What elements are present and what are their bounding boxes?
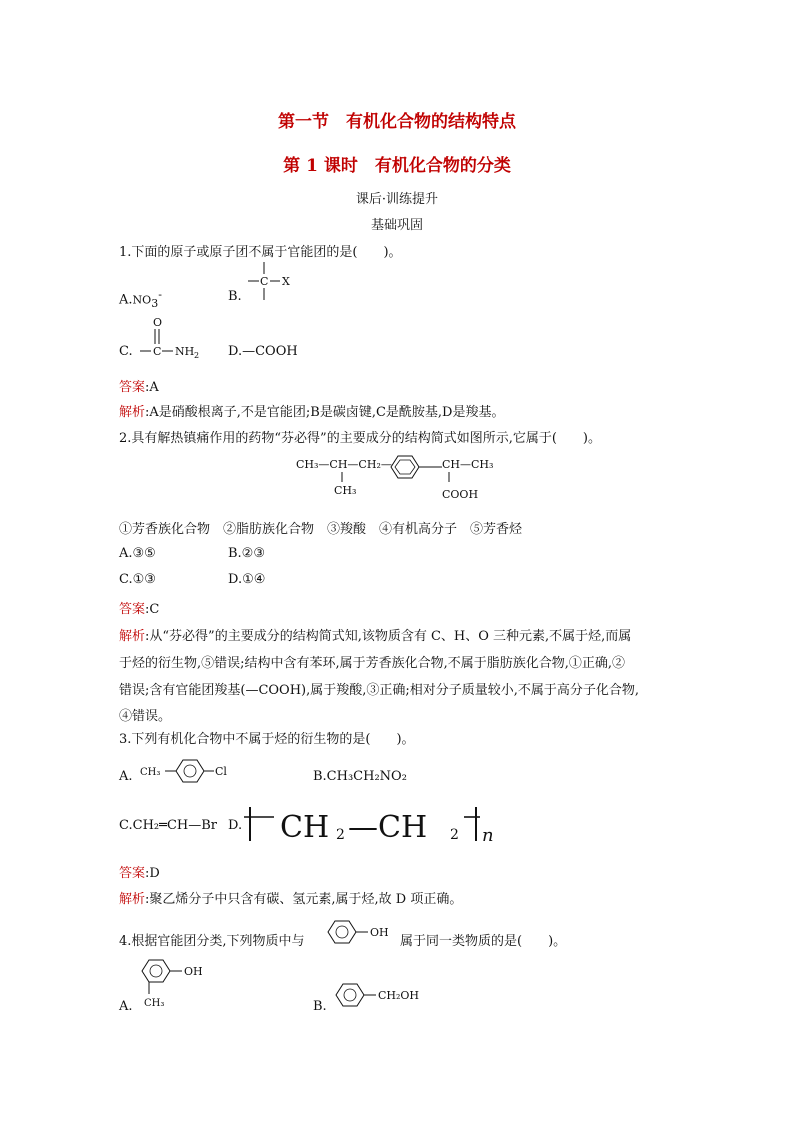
q1-b-halogen: X <box>282 275 290 288</box>
q2-option-a: A.③⑤ <box>119 546 156 561</box>
q3-option-a-structure <box>138 756 238 788</box>
q2-option-b: B.②③ <box>228 546 265 561</box>
q3-option-d-polymer <box>244 803 504 845</box>
q2-explanation-line-4: ④错误。 <box>119 709 172 724</box>
q2-explanation-label: 解析 <box>119 629 146 644</box>
q4-option-b-label: B. <box>313 999 327 1014</box>
q1-answer <box>119 376 159 395</box>
part-title: 基础巩固 <box>370 218 423 233</box>
q1-answer-label: 答案 <box>119 380 146 395</box>
q2-methyl-text: CH₃ <box>334 484 357 497</box>
q3-stem: 3.下列有机化合物中不属于烃的衍生物的是( )。 <box>119 732 415 747</box>
q3-d-ch-2: —CH <box>348 810 428 845</box>
q3-a-methyl: CH₃ <box>140 767 161 778</box>
q2-sidechain-text: CH—CH₃ <box>442 458 494 471</box>
q2-explanation-line-1 <box>119 625 631 644</box>
q1-answer-value: :A <box>145 380 159 395</box>
q1-c-carbon: C <box>153 345 162 358</box>
q2-ibuprofen-structure <box>290 452 510 506</box>
q3-d-ch-1: CH <box>280 810 330 845</box>
q2-explanation-text-1: :从“芬必得”的主要成分的结构简式知,该物质含有 C、H、O 三种元素,不属于烃,而属 <box>145 629 632 644</box>
q4-phenol-structure <box>326 917 396 949</box>
q1-option-a-label: A. <box>119 292 133 308</box>
q1-stem: 1.下面的原子或原子团不属于官能团的是( )。 <box>119 245 402 260</box>
q2-carboxyl-text: COOH <box>442 488 479 501</box>
q4-option-b-structure <box>330 980 430 1012</box>
q3-answer <box>119 862 160 881</box>
q1-option-c-label: C. <box>119 344 133 359</box>
q2-choices: ①芳香族化合物 ②脂肪族化合物 ③羧酸 ④有机高分子 ⑤芳香烃 <box>119 522 523 537</box>
q1-option-a-sub: 3 <box>151 296 159 310</box>
q1-c-oxygen: O <box>153 316 163 329</box>
q1-option-d: D.—COOH <box>228 344 298 359</box>
q2-explanation-line-2: 于烃的衍生物,⑤错误;结构中含有苯环,属于芳香族化合物,不属于脂肪族化合物,①正确,② <box>119 656 626 671</box>
q4-a-oh: OH <box>184 965 203 978</box>
q4-a-methyl: CH₃ <box>144 998 165 1009</box>
q1-option-b-label: B. <box>228 289 242 304</box>
q3-explanation <box>119 888 462 907</box>
q1-option-b-structure <box>244 258 304 304</box>
q3-d-sub-2: 2 <box>450 827 459 843</box>
q3-answer-label: 答案 <box>119 866 146 881</box>
q3-option-a-label: A. <box>119 769 133 784</box>
q3-d-n: n <box>482 825 494 845</box>
q3-d-sub-1: 2 <box>336 827 345 843</box>
q2-answer-value: :C <box>145 602 160 617</box>
q3-explanation-text: :聚乙烯分子中只含有碳、氢元素,属于烃,故 D 项正确。 <box>145 892 463 907</box>
q1-option-a <box>119 288 162 310</box>
q4-b-ch2oh: CH₂OH <box>378 989 420 1002</box>
q1-option-c-structure <box>138 314 208 360</box>
section-title: 第一节 有机化合物的结构特点 <box>278 112 516 132</box>
q2-chain-text: CH₃—CH—CH₂— <box>296 458 392 471</box>
subtitle: 课后·训练提升 <box>355 192 439 207</box>
lesson-title: 第 1 课时 有机化合物的分类 <box>283 156 511 176</box>
q2-answer-label: 答案 <box>119 602 146 617</box>
q2-answer <box>119 598 159 617</box>
q4-option-a-structure <box>136 956 216 1014</box>
q1-explanation-text: :A是硝酸根离子,不是官能团;B是碳卤键,C是酰胺基,D是羧基。 <box>145 405 505 420</box>
q3-answer-value: :D <box>145 866 160 881</box>
q4-phenol-oh: OH <box>370 926 389 939</box>
q3-explanation-label: 解析 <box>119 892 146 907</box>
q2-option-d: D.①④ <box>228 572 266 587</box>
q3-option-c: C.CH₂═CH—Br <box>119 818 217 833</box>
q2-option-c: C.①③ <box>119 572 156 587</box>
q2-stem: 2.具有解热镇痛作用的药物“芬必得”的主要成分的结构简式如图所示,它属于( )。 <box>119 431 601 446</box>
q3-option-b: B.CH₃CH₂NO₂ <box>313 769 407 784</box>
q3-option-d-label: D. <box>228 818 243 833</box>
q1-explanation <box>119 401 504 420</box>
q1-option-a-sup: - <box>158 288 162 301</box>
q4-stem-pre: 4.根据官能团分类,下列物质中与 <box>119 934 305 949</box>
q1-explanation-label: 解析 <box>119 405 146 420</box>
q3-a-chloro: Cl <box>215 765 227 778</box>
q1-b-carbon: C <box>260 275 269 288</box>
q4-stem-post: 属于同一类物质的是( )。 <box>400 934 567 949</box>
q1-c-nh: NH <box>175 345 195 358</box>
q4-option-a-label: A. <box>119 999 133 1014</box>
q1-c-sub: 2 <box>194 351 200 360</box>
q1-option-a-formula: NO <box>132 293 152 307</box>
q2-explanation-line-3: 错误;含有官能团羧基(—COOH),属于羧酸,③正确;相对分子质量较小,不属于高分子化合物, <box>119 683 640 698</box>
